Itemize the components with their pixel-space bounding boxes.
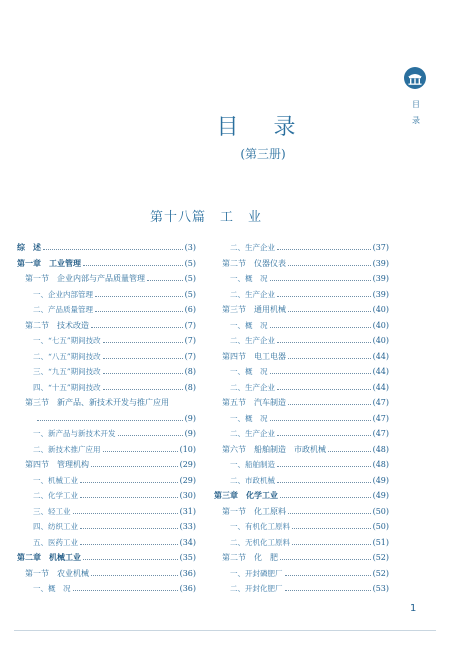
toc-entry-label: 二、化学工业 — [33, 491, 78, 500]
toc-entry-label: 一、有机化工原料 — [230, 522, 290, 531]
dot-leader — [270, 420, 371, 421]
toc-entry — [214, 395, 389, 411]
toc-entry-page: (35) — [179, 553, 196, 562]
toc-entry-page: (39) — [372, 274, 389, 283]
dot-leader — [118, 435, 183, 436]
dot-leader — [277, 249, 371, 250]
toc-entry-page: (47) — [372, 413, 389, 423]
dot-leader — [80, 497, 178, 498]
toc-entry — [214, 442, 389, 458]
toc-entry-page: (40) — [372, 305, 389, 314]
toc-entry-page: (7) — [184, 320, 196, 330]
toc-entry — [17, 473, 196, 489]
toc-entry — [214, 535, 389, 551]
toc-entry — [17, 364, 196, 380]
toc-entry — [17, 519, 196, 535]
dot-leader — [280, 497, 371, 498]
toc-entry-page: (53) — [372, 584, 389, 593]
toc-entry-label: 一、开封磷肥厂 — [230, 568, 283, 578]
toc-entry-label: 二、无机化工原料 — [230, 537, 290, 547]
toc-entry-label: 五、医药工业 — [33, 537, 78, 547]
toc-entry — [214, 287, 389, 303]
toc-entry — [214, 349, 389, 365]
toc-entry-page: (7) — [184, 336, 196, 345]
toc-entry-page: (5) — [184, 258, 196, 268]
toc-entry-label: 三、轻工业 — [33, 506, 71, 516]
toc-entry — [17, 287, 196, 303]
toc-entry — [17, 426, 196, 442]
toc-entry-label: 二、生产企业 — [230, 429, 275, 438]
dot-leader — [73, 513, 178, 514]
toc-entry-label: 二、生产企业 — [230, 243, 275, 252]
toc-entry — [214, 566, 389, 582]
dot-leader — [277, 482, 371, 483]
toc-entry — [214, 380, 389, 396]
toc-entry — [17, 240, 196, 256]
toc-entry — [17, 380, 196, 396]
toc-entry-label: 第六节 船舶制造 市政机械 — [222, 444, 326, 454]
bottom-rule — [14, 630, 436, 631]
toc-entry-page: (31) — [179, 506, 196, 516]
toc-entry — [17, 411, 196, 427]
toc-entry-page: (7) — [184, 351, 196, 361]
toc-entry-page: (40) — [372, 336, 389, 345]
toc-entry-page: (49) — [372, 475, 389, 485]
toc-entry-label: 第四节 电工电器 — [222, 351, 286, 361]
toc-entry-label: 一、概 况 — [230, 320, 268, 330]
toc-entry-page: (36) — [179, 584, 196, 593]
toc-entry-label: 三、“九五”期间技改 — [33, 367, 101, 376]
toc-entry-page: (50) — [372, 506, 389, 516]
side-label-2: 录 — [412, 116, 420, 125]
toc-entry-label: 第二节 技术改造 — [25, 320, 89, 330]
dot-leader — [285, 590, 371, 591]
toc-entry — [17, 256, 196, 272]
dot-leader — [103, 389, 183, 390]
dot-leader — [103, 358, 183, 359]
toc-entry-label: 二、生产企业 — [230, 336, 275, 345]
toc-entry-label: 第三节 新产品、新技术开发与推广应用 — [25, 398, 169, 407]
toc-entry — [214, 519, 389, 535]
toc-entry-label: 一、船舶制造 — [230, 460, 275, 469]
toc-entry-page: (51) — [372, 537, 389, 547]
dot-leader — [277, 389, 371, 390]
toc-entry — [214, 550, 389, 566]
toc-entry — [17, 333, 196, 349]
dot-leader — [280, 559, 371, 560]
toc-entry-label: 二、新技术推广应用 — [33, 444, 101, 454]
dot-leader — [328, 451, 371, 452]
toc-entry-page: (44) — [372, 382, 389, 392]
dot-leader — [80, 544, 178, 545]
toc-entry-page: (8) — [184, 382, 196, 392]
toc-entry — [214, 364, 389, 380]
dot-leader — [288, 404, 371, 405]
toc-entry — [17, 349, 196, 365]
toc-entry-page: (37) — [372, 243, 389, 252]
toc-entry-label: 第一章 工业管理 — [17, 257, 81, 268]
toc-entry-label: 二、“八五”期间技改 — [33, 351, 101, 361]
toc-entry-page: (52) — [372, 568, 389, 578]
toc-entry-page: (40) — [372, 320, 389, 330]
toc-entry — [17, 271, 196, 287]
toc-entry-label: 第一节 农业机械 — [25, 568, 89, 578]
toc-entry-label: 综 述 — [17, 242, 41, 252]
toc-entry-label: 一、企业内部管理 — [33, 289, 93, 299]
toc-entry — [214, 240, 389, 256]
toc-entry — [17, 442, 196, 458]
dot-leader — [91, 466, 178, 467]
toc-entry — [214, 581, 389, 597]
dot-leader — [83, 265, 183, 266]
toc-entry-page: (5) — [184, 274, 196, 283]
toc-entry-label: 第四节 管理机构 — [25, 460, 89, 469]
toc-entry — [17, 581, 196, 597]
toc-entry — [214, 411, 389, 427]
toc-entry-label: 一、机械工业 — [33, 475, 78, 485]
dot-leader — [270, 327, 371, 328]
side-label-1: 目 — [412, 100, 420, 109]
toc-entry-label: 第一节 化工原料 — [222, 506, 286, 516]
dot-leader — [103, 373, 183, 374]
toc-entry-label: 四、“十五”期间技改 — [33, 382, 101, 392]
dot-leader — [285, 575, 371, 576]
toc-entry-label: 第二章 机械工业 — [17, 552, 81, 562]
toc-entry-page: (52) — [372, 553, 389, 562]
toc-entry-page: (9) — [184, 429, 196, 438]
toc-entry — [17, 318, 196, 334]
page-title: 目 录 — [216, 115, 310, 140]
dot-leader — [277, 296, 371, 297]
toc-entry-label: 二、开封化肥厂 — [230, 584, 283, 593]
toc-entry — [17, 504, 196, 520]
toc-right-column — [214, 240, 389, 597]
toc-entry-page: (39) — [372, 258, 389, 268]
dot-leader — [277, 466, 371, 467]
toc-entry-page: (29) — [179, 475, 196, 485]
toc-entry-page: (29) — [179, 460, 196, 469]
toc-entry-label: 二、生产企业 — [230, 382, 275, 392]
toc-entry-page: (9) — [184, 413, 196, 423]
toc-entry-label: 一、概 况 — [33, 584, 71, 593]
toc-entry-label: 第三节 通用机械 — [222, 305, 286, 314]
dot-leader — [270, 280, 371, 281]
toc-entry-page: (10) — [179, 444, 196, 454]
dot-leader — [147, 280, 183, 281]
toc-entry — [214, 457, 389, 473]
toc-entry-label: 第一节 企业内部与产品质量管理 — [25, 274, 145, 283]
dot-leader — [80, 482, 178, 483]
toc-entry — [214, 426, 389, 442]
dot-leader — [270, 373, 371, 374]
dot-leader — [292, 528, 371, 529]
toc-entry — [214, 318, 389, 334]
toc-entry-label: 一、新产品与新技术开发 — [33, 429, 116, 438]
toc-entry-label: 一、概 况 — [230, 274, 268, 283]
toc-entry — [214, 271, 389, 287]
toc-entry — [17, 395, 196, 411]
dot-leader — [37, 420, 183, 421]
toc-entry — [214, 302, 389, 318]
toc-entry — [17, 457, 196, 473]
dot-leader — [288, 311, 371, 312]
dot-leader — [288, 265, 371, 266]
toc-entry-label: 二、产品质量管理 — [33, 305, 93, 314]
toc-entry-label: 一、“七五”期间技改 — [33, 336, 101, 345]
toc-entry-page: (8) — [184, 367, 196, 376]
toc-entry-page: (44) — [372, 351, 389, 361]
dot-leader — [91, 575, 178, 576]
toc-entry-label: 二、生产企业 — [230, 289, 275, 299]
page-number: 1 — [410, 603, 417, 614]
toc-entry-page: (34) — [179, 537, 196, 547]
dot-leader — [95, 311, 183, 312]
toc-entry — [17, 488, 196, 504]
toc-entry-page: (47) — [372, 398, 389, 407]
toc-entry — [214, 333, 389, 349]
dot-leader — [103, 342, 183, 343]
toc-entry-page: (30) — [179, 491, 196, 500]
toc-entry-page: (33) — [179, 522, 196, 531]
dot-leader — [95, 296, 183, 297]
toc-entry-page: (47) — [372, 429, 389, 438]
toc-entry — [214, 488, 389, 504]
toc-entry — [214, 473, 389, 489]
toc-entry-page: (39) — [372, 289, 389, 299]
toc-entry-page: (44) — [372, 367, 389, 376]
dot-leader — [277, 435, 371, 436]
toc-entry — [17, 550, 196, 566]
toc-entry-page: (36) — [179, 568, 196, 578]
dot-leader — [73, 590, 178, 591]
dot-leader — [91, 327, 183, 328]
dot-leader — [292, 544, 371, 545]
toc-entry — [17, 302, 196, 318]
page-subtitle: (第三册) — [240, 147, 286, 161]
toc-entry — [214, 504, 389, 520]
part-heading: 第十八篇 工 业 — [150, 210, 263, 225]
toc-entry-label: 第三章 化学工业 — [214, 490, 278, 500]
toc-entry-page: (5) — [184, 289, 196, 299]
dot-leader — [288, 358, 371, 359]
toc-entry-page: (6) — [184, 305, 196, 314]
toc-entry-label: 第二节 化 肥 — [222, 553, 278, 562]
dot-leader — [80, 528, 178, 529]
dot-leader — [277, 342, 371, 343]
toc-entry-label: 一、概 况 — [230, 413, 268, 423]
building-emblem-icon — [404, 67, 426, 89]
dot-leader — [83, 559, 178, 560]
toc-entry — [17, 535, 196, 551]
toc-entry-label: 第二节 仪器仪表 — [222, 258, 286, 268]
toc-entry-label: 一、概 况 — [230, 367, 268, 376]
dot-leader — [43, 249, 183, 250]
toc-entry-page: (49) — [372, 491, 389, 500]
dot-leader — [288, 513, 371, 514]
toc-entry-page: (48) — [372, 444, 389, 454]
toc-entry — [17, 566, 196, 582]
toc-entry — [214, 256, 389, 272]
toc-entry-page: (3) — [184, 243, 196, 252]
toc-entry-label: 四、纺织工业 — [33, 522, 78, 531]
toc-entry-page: (50) — [372, 522, 389, 531]
toc-entry-label: 第五节 汽车制造 — [222, 398, 286, 407]
toc-entry-page: (48) — [372, 460, 389, 469]
toc-entry-label: 二、市政机械 — [230, 475, 275, 485]
dot-leader — [103, 451, 178, 452]
toc-left-column — [17, 240, 196, 597]
